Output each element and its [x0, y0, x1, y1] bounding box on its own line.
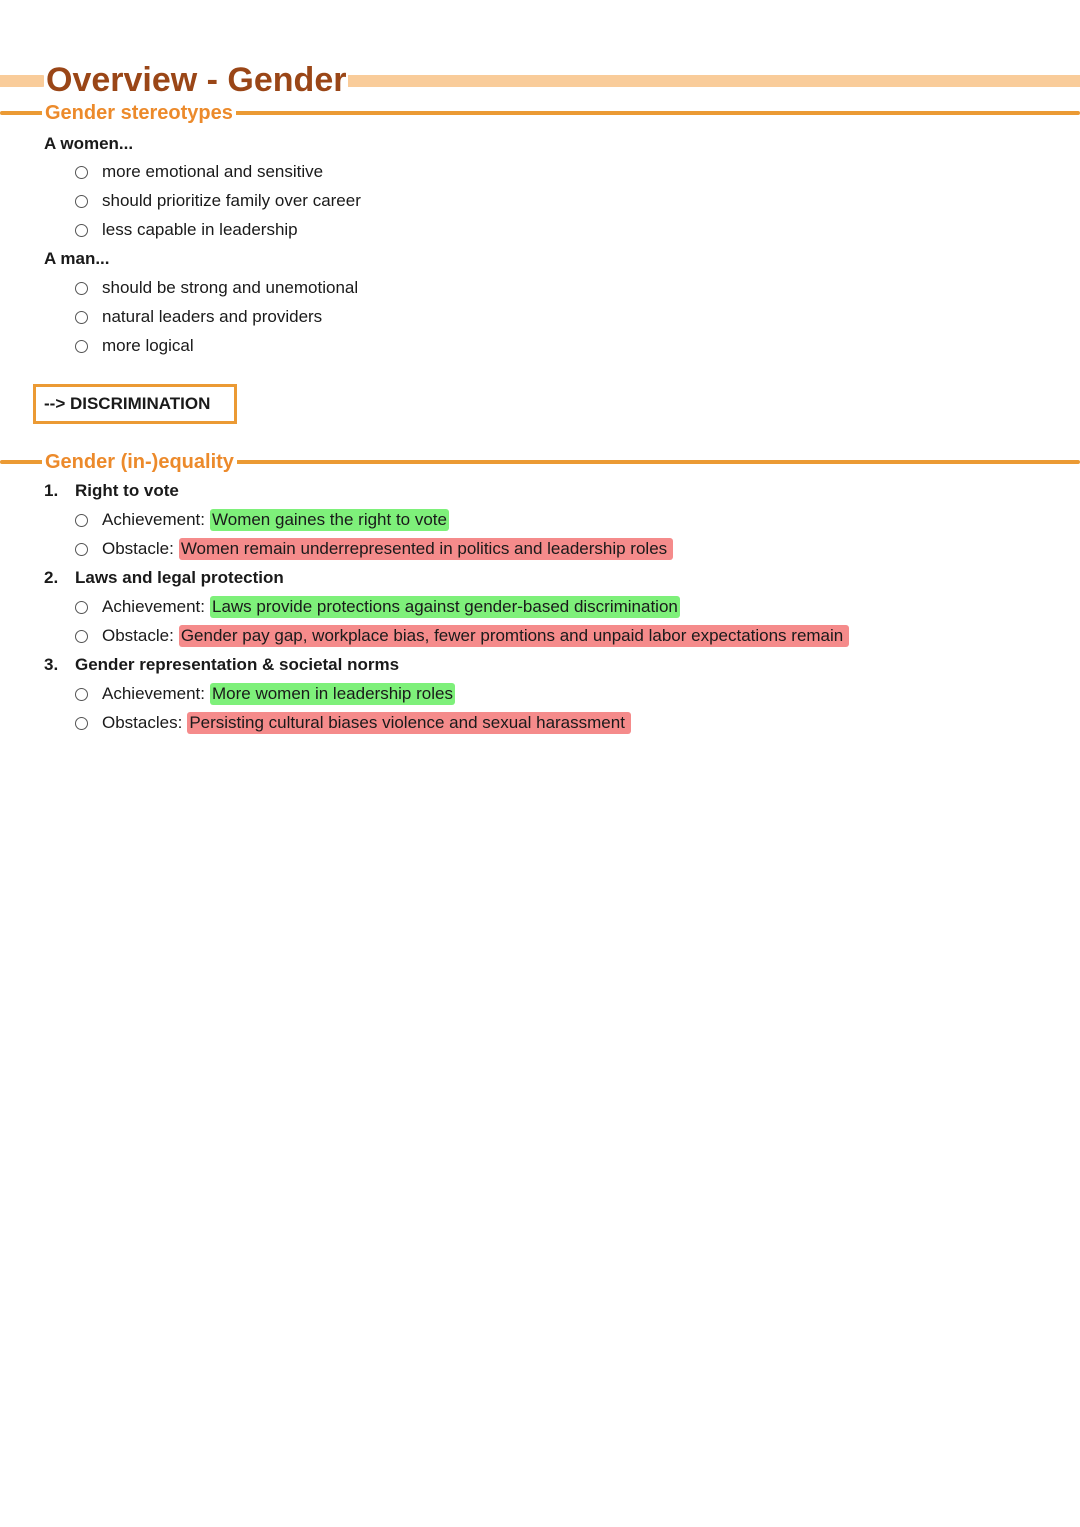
- achievement-text: More women in leadership roles: [212, 684, 453, 703]
- list-item: [75, 161, 323, 183]
- numbered-topic: [44, 480, 179, 502]
- list-item-text: should be strong and unemotional: [102, 278, 359, 297]
- list-item: [75, 190, 361, 212]
- list-item: [75, 306, 322, 328]
- obstacle-label: Obstacle:: [102, 539, 174, 558]
- page-title: Overview - Gender: [46, 61, 347, 99]
- list-item: [75, 335, 194, 357]
- bullet-circle-icon: [75, 543, 88, 556]
- topic-number: 2.: [44, 568, 59, 587]
- bullet-circle-icon: [75, 717, 88, 730]
- obstacle-text: Women remain underrepresented in politics and leadership roles: [179, 538, 673, 560]
- discrimination-callout: --> DISCRIMINATION: [33, 384, 237, 424]
- section-gender-equality: [0, 449, 1080, 475]
- section-gender-stereotypes: [0, 100, 1080, 126]
- topic-title: Gender representation & societal norms: [75, 655, 400, 674]
- achievement-text: Laws provide protections against gender-based discrimination: [212, 597, 678, 616]
- bullet-circle-icon: [75, 311, 88, 324]
- topic-number: 3.: [44, 655, 59, 674]
- men-subheading: A man...: [44, 249, 110, 268]
- obstacle-text: Gender pay gap, workplace bias, fewer promtions and unpaid labor expectations remain: [179, 625, 849, 647]
- bullet-circle-icon: [75, 166, 88, 179]
- achievement-item: [75, 683, 455, 705]
- list-item: [75, 277, 358, 299]
- bullet-circle-icon: [75, 195, 88, 208]
- topic-title: Laws and legal protection: [75, 568, 284, 587]
- obstacle-item: [75, 625, 849, 647]
- section-heading: Gender stereotypes: [42, 100, 236, 126]
- women-subheading: A women...: [44, 134, 134, 153]
- achievement-label: Achievement:: [102, 597, 205, 616]
- list-item-text: more emotional and sensitive: [102, 162, 324, 181]
- achievement-label: Achievement:: [102, 510, 205, 529]
- numbered-topic: [44, 567, 284, 589]
- section-heading: Gender (in-)equality: [42, 449, 237, 475]
- topic-title: Right to vote: [75, 481, 179, 500]
- bullet-circle-icon: [75, 601, 88, 614]
- bullet-circle-icon: [75, 630, 88, 643]
- bullet-circle-icon: [75, 688, 88, 701]
- achievement-text: Women gaines the right to vote: [212, 510, 447, 529]
- obstacle-label: Obstacle:: [102, 626, 174, 645]
- topic-number: 1.: [44, 481, 59, 500]
- title-bar-right: [341, 75, 1080, 87]
- obstacle-text: Persisting cultural biases violence and sexual harassment: [187, 712, 631, 734]
- list-item-text: natural leaders and providers: [102, 307, 323, 326]
- bullet-circle-icon: [75, 514, 88, 527]
- obstacle-label: Obstacles:: [102, 713, 183, 732]
- bullet-circle-icon: [75, 340, 88, 353]
- list-item-text: more logical: [102, 336, 194, 355]
- list-item-text: should prioritize family over career: [102, 191, 361, 210]
- list-item: [75, 219, 298, 241]
- bullet-circle-icon: [75, 224, 88, 237]
- obstacle-item: [75, 712, 631, 734]
- numbered-topic: [44, 654, 399, 676]
- list-item-text: less capable in leadership: [102, 220, 298, 239]
- title-bar-left: [0, 75, 48, 87]
- bullet-circle-icon: [75, 282, 88, 295]
- page-title-row: [0, 58, 1080, 102]
- achievement-label: Achievement:: [102, 684, 205, 703]
- achievement-item: [75, 509, 449, 531]
- achievement-item: [75, 596, 680, 618]
- obstacle-item: [75, 538, 673, 560]
